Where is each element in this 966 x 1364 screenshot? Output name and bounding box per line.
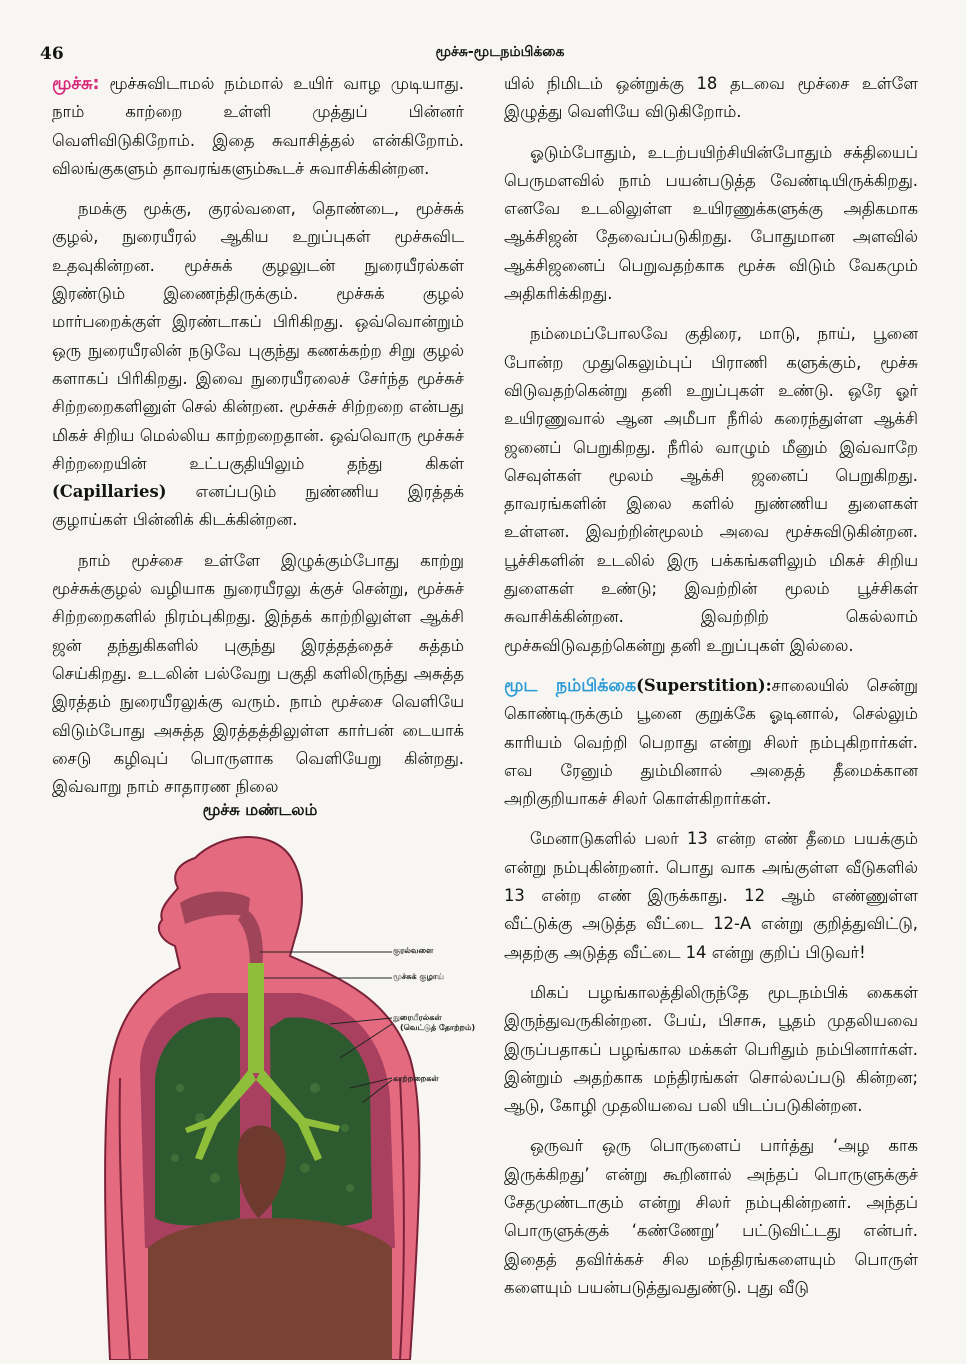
lung-texture bbox=[346, 1184, 354, 1192]
respiratory-system-illustration bbox=[100, 828, 480, 1360]
paragraph-number-13 bbox=[504, 825, 918, 966]
lung-texture bbox=[176, 1084, 184, 1092]
paragraph-superstition-intro bbox=[504, 672, 918, 813]
paragraph-text: ஒருவர் ஒரு பொருளைப் பார்த்து ‘அழ காக இருக்கிறது’ என்று கூறினால் அந்தப் பொருளுக்குச் சேதமுண்டாகும் என்று சிலர் நம்புகின்றனர். அந்தப் பொருளுக்குக் ‘கண்ணேறு’ பட்டுவிட்டது என்பர். இதைத் தவிர்க்கச் சில மந்திரங்களையும் பொருள் களையும் பயன்படுத்துவதுண்டு. புது வீடு bbox=[504, 1136, 918, 1297]
respiratory-system-figure bbox=[100, 828, 480, 1360]
right-column bbox=[504, 70, 918, 1314]
label-trachea: மூச்சுக் குழாய் bbox=[393, 972, 444, 981]
label-larynx: குரல்வளை bbox=[393, 946, 434, 955]
paragraph-respiratory-organs bbox=[52, 195, 464, 535]
paragraph-text: மிகப் பழங்காலத்திலிருந்தே மூடநம்பிக் கைகள் இருந்துவருகின்றன. பேய், பிசாசு, பூதம் முதலியவை இருப்பதாகப் பழங்கால மக்கள் பெரிதும் நம்பினார்கள். இன்றும் அதற்காக மந்திரங்கள் சொல்லப்படு கின்றன; ஆடு, கோழி முதலியவை பலி யிடப்படுகின்றன. bbox=[504, 982, 918, 1116]
paragraph-text: நாம் மூச்சை உள்ளே இழுக்கும்போது காற்று மூச்சுக்குழல் வழியாக நுரையீரலு க்குச் சென்று, மூச்சுச் சிற்றறைகளில் நிரம்புகிறது. இந்தக் காற்றிலுள்ள ஆக்சி ஜன் தந்துகிகளில் புகுந்து இரத்தத்தைச் சுத்தம் செய்கிறது. உடலின் பல்வேறு பகுதி களிலிருந்து அசுத்த இரத்தம் நுரையீரலுக்கு வரும். நாம் மூச்சை வெளியே விடும்போது அசுத்த இரத்தத்திலுள்ள கார்பன் டையாக் சைடு கழிவுப் பொருளாக வெளியேறு கின்றது. இவ்வாறு நாம் சாதாரண நிலை bbox=[52, 550, 464, 797]
label-cross-section: (வெட்டுத் தோற்றம்) bbox=[400, 1023, 476, 1032]
lung-texture bbox=[310, 1083, 320, 1093]
paragraph-ancient-beliefs bbox=[504, 979, 918, 1120]
paragraph-breath-rate bbox=[504, 70, 918, 127]
lung-texture bbox=[300, 1163, 310, 1173]
paragraph-inhalation bbox=[52, 547, 464, 802]
paragraph-text: யில் நிமிடம் ஒன்றுக்கு 18 தடவை மூச்சை உள்ளே இழுத்து வெளியே விடுகிறோம். bbox=[504, 74, 918, 122]
paragraph-text: நம்மைப்போலவே குதிரை, மாடு, நாய், பூனை போன்ற முதுகெலும்புப் பிராணி களுக்கும், மூச்சு விடுவதற்கென்று தனி உறுப்புகள் உண்டு. ஒரே ஓர் உயிரணுவால் ஆன அமீபா நீரில் கரைந்துள்ள ஆக்சி ஜனைப் பெறுகிறது. நீரில் வாழும் மீனும் இவ்வாறே செவுள்கள் மூலம் ஆக்சி ஜனைப் பெறுகிறது. தாவரங்களின் இலை களில் நுண்ணிய துளைகள் உள்ளன. இவற்றின்மூலம் அவை மூச்சுவிடுகின்றன. பூச்சிகளின் உடலில் இரு பக்கங்களிலும் மிகச் சிறிய துளைகள் உண்டு; இவற்றின் மூலம் பூச்சிகள் சுவாசிக்கின்றன. இவற்றிற் கெல்லாம் மூச்சுவிடுவதற்கென்று தனி உறுப்புகள் இல்லை. bbox=[504, 324, 918, 655]
diaphragm bbox=[148, 1218, 392, 1360]
capillaries-term: (Capillaries) bbox=[52, 482, 167, 502]
paragraph-text: நமக்கு மூக்கு, குரல்வளை, தொண்டை, மூச்சுக் குழல், நுரையீரல் ஆகிய உறுப்புகள் மூச்சுவிட உதவுகின்றன. மூச்சுக் குழலுடன் நுரையீரல்கள் இரண்டும் இணைந்திருக்கும். மூச்சுக் குழல் மார்பறைக்குள் இரண்டாகப் பிரிகிறது. ஒவ்வொன்றும் ஒரு நுரையீரலின் நடுவே புகுந்து கணக்கற்ற சிறு குழல் களாகப் பிரிகிறது. இவை நுரையீரலைச் சேர்ந்த மூச்சுச் சிற்றறைகளினுள் செல் கின்றன. மூச்சுச் சிற்றறை என்பது மிகச் சிறிய மெல்லிய காற்றறைதான். ஒவ்வொரு மூச்சுச் சிற்றறையின் உட்பகுதியிலும் தந்து கிகள் bbox=[52, 199, 464, 473]
label-lungs: நுரையீரல்கள் bbox=[393, 1013, 442, 1022]
keyword-superstition: மூட நம்பிக்கை bbox=[504, 675, 637, 696]
paragraph-exercise bbox=[504, 139, 918, 309]
trachea bbox=[248, 963, 264, 1073]
superstition-term: (Superstition): bbox=[636, 675, 772, 695]
running-title: மூச்சு-மூடநம்பிக்கை bbox=[435, 44, 565, 60]
lung-texture bbox=[171, 1154, 179, 1162]
keyword-breathing: மூச்சு: bbox=[52, 74, 100, 94]
paragraph-text: ஓடும்போதும், உடற்பயிற்சியின்போதும் சக்தியைப் பெருமளவில் நாம் பயன்படுத்த வேண்டியிருக்கிறது. எனவே உடலிலுள்ள உயிரணுக்களுக்கு அதிகமாக ஆக்சிஜன் தேவைப்படுகிறது. போதுமான அளவில் ஆக்சிஜனைப் பெறுவதற்காக மூச்சு விடும் வேகமும் அதிகரிக்கிறது. bbox=[504, 142, 918, 304]
paragraph-text: சாலையில் சென்று கொண்டிருக்கும் பூனை குறுக்கே ஓடினால், செல்லும் காரியம் வெற்றி பெறாது என்று சிலர் நம்புகிறார்கள். எவ ரேனும் தும்மினால் அதைத் தீமைக்கான அறிகுறியாகச் சிலர் கொள்கிறார்கள். bbox=[504, 675, 918, 809]
paragraph-text: மூச்சுவிடாமல் நம்மால் உயிர் வாழ முடியாது. நாம் காற்றை உள்ளி முத்துப் பின்னர் வெளிவிடுகிறோம். இதை சுவாசித்தல் என்கிறோம். விலங்குகளும் தாவரங்களும்கூடச் சுவாசிக்கின்றன. bbox=[52, 74, 464, 178]
lung-texture bbox=[210, 1173, 220, 1183]
paragraph-evil-eye bbox=[504, 1132, 918, 1302]
paragraph-animals bbox=[504, 320, 918, 660]
paragraph-text: எனப்படும் நுண்ணிய இரத்தக் குழாய்கள் பின்னிக் கிடக்கின்றன. bbox=[52, 482, 464, 530]
paragraph-breathing-intro bbox=[52, 70, 464, 183]
figure-title: மூச்சு மண்டலம் bbox=[202, 800, 318, 819]
left-column bbox=[52, 70, 464, 813]
lung-texture bbox=[341, 1124, 349, 1132]
page-number: 46 bbox=[40, 44, 64, 64]
label-alveoli: காற்றறைகள் bbox=[393, 1074, 439, 1083]
paragraph-text: மேனாடுகளில் பலர் 13 என்ற எண் தீமை பயக்கும் என்று நம்புகின்றனர். பொது வாக அங்குள்ள வீடுகளில் 13 என்ற எண் இருக்காது. 12 ஆம் எண்ணுள்ள வீட்டுக்கு அடுத்த வீட்டை 12-A என்று குறித்துவிட்டு, அதற்கு அடுத்த வீட்டை 14 என்று குறிப் பிடுவர்! bbox=[504, 829, 918, 962]
